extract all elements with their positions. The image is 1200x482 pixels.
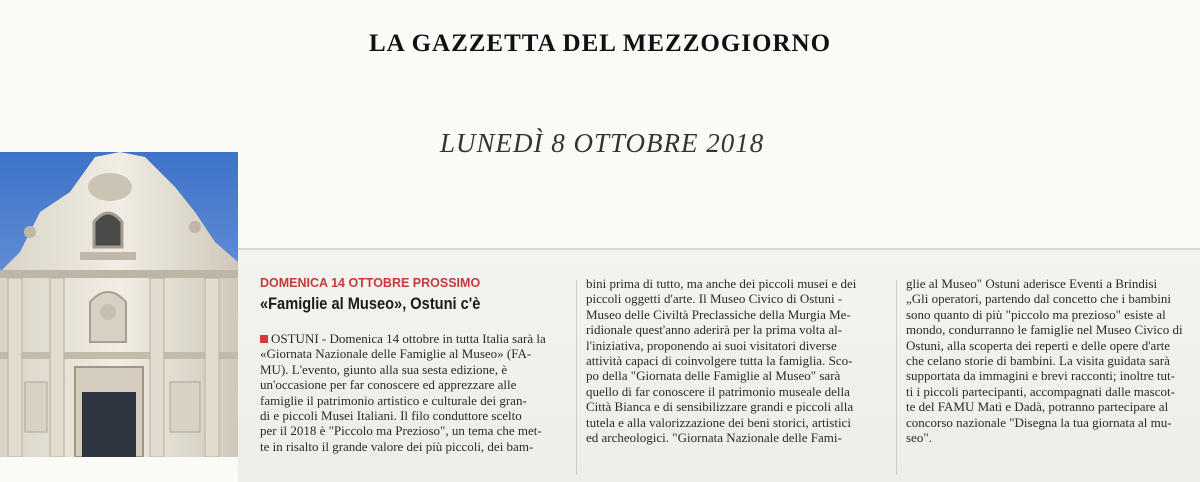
text-line: concorso nazionale "Disegna la tua giornata al mu- [906, 414, 1172, 430]
text-line: Ostuni, alla scoperta dei reperti e delle opere d'arte [906, 337, 1171, 353]
text-line: che celano storie di bambini. La visita guidata sarà [906, 353, 1170, 369]
text-line: «Giornata Nazionale delle Famiglie al Museo» (FA- [260, 346, 532, 362]
publication-date: LUNEDÌ 8 OTTOBRE 2018 [440, 128, 765, 158]
text-line: quello di far conoscere il patrimonio museale della [586, 383, 850, 399]
text-line: supportata da immagini e brevi racconti; inoltre tut- [906, 368, 1175, 384]
text-line: per il 2018 è "Piccolo ma Prezioso", un tema che met- [260, 423, 542, 439]
text-line: MU). L'evento, giunto alla sua sesta edizione, è [260, 361, 508, 377]
text-line: sono quanto di più "piccolo ma prezioso" esiste al [906, 306, 1166, 322]
article-column-2 [586, 276, 886, 445]
text-line: OSTUNI - Domenica 14 ottobre in tutta Italia sarà la [260, 331, 574, 346]
text-line: Museo delle Civiltà Preclassiche della Murgia Me- [586, 306, 851, 322]
article-box [238, 248, 1200, 482]
text-line: mondo, condurranno le famiglie nel Museo Civico di [906, 322, 1183, 338]
red-square-bullet-icon [260, 335, 268, 343]
text-line: ed archeologici. "Giornata Nazionale delle Fami- [586, 430, 842, 446]
article-kicker: DOMENICA 14 OTTOBRE PROSSIMO [260, 276, 481, 290]
article-column-3 [906, 276, 1196, 445]
column-divider [896, 280, 897, 475]
text-line: un'occasione per far conoscere ed apprezzare alle [260, 377, 517, 393]
text-line: te del FAMU Matì e Dadà, potranno partecipare al [906, 399, 1169, 415]
text-line: ti i piccoli partecipanti, accompagnati dalle mascot- [906, 383, 1175, 399]
text-line: „Gli operatori, partendo dal concetto che i bambini [906, 291, 1171, 307]
text-line: po della "Giornata delle Famiglie al Museo" sarà [586, 368, 841, 384]
text-line: te in risalto il grande valore dei più piccoli, dei bam- [260, 438, 534, 454]
text-line: famiglie il patrimonio artistico e culturale dei gran- [260, 392, 527, 408]
text-line: bini prima di tutto, ma anche dei piccoli musei e dei [586, 276, 857, 291]
article-headline: «Famiglie al Museo», Ostuni c'è [260, 294, 481, 313]
text-line: tutela e alla valorizzazione dei beni storici, artistici [586, 414, 851, 430]
article-column-1 [260, 331, 574, 454]
text-line: piccoli oggetti d'arte. Il Museo Civico di Ostuni - [586, 291, 843, 307]
text-line: di e piccoli Musei Italiani. Il filo conduttore scelto [260, 408, 522, 424]
text-line: Città Bianca e di sensibilizzare grandi e piccoli alla [586, 399, 854, 415]
text-line: attività capaci di coinvolgere tutta la famiglia. Sco- [586, 353, 853, 369]
text-line: seo". [906, 430, 932, 446]
text-line: l'iniziativa, proponendo ai suoi visitatori diverse [586, 337, 837, 353]
text-line: glie al Museo" Ostuni aderisce Eventi a Brindisi [906, 276, 1158, 291]
column-divider [576, 280, 577, 475]
newspaper-masthead: LA GAZZETTA DEL MEZZOGIORNO [368, 30, 832, 57]
text-line: ridionale quest'anno aderirà per la prima volta al- [586, 322, 843, 338]
church-photo [0, 152, 238, 457]
